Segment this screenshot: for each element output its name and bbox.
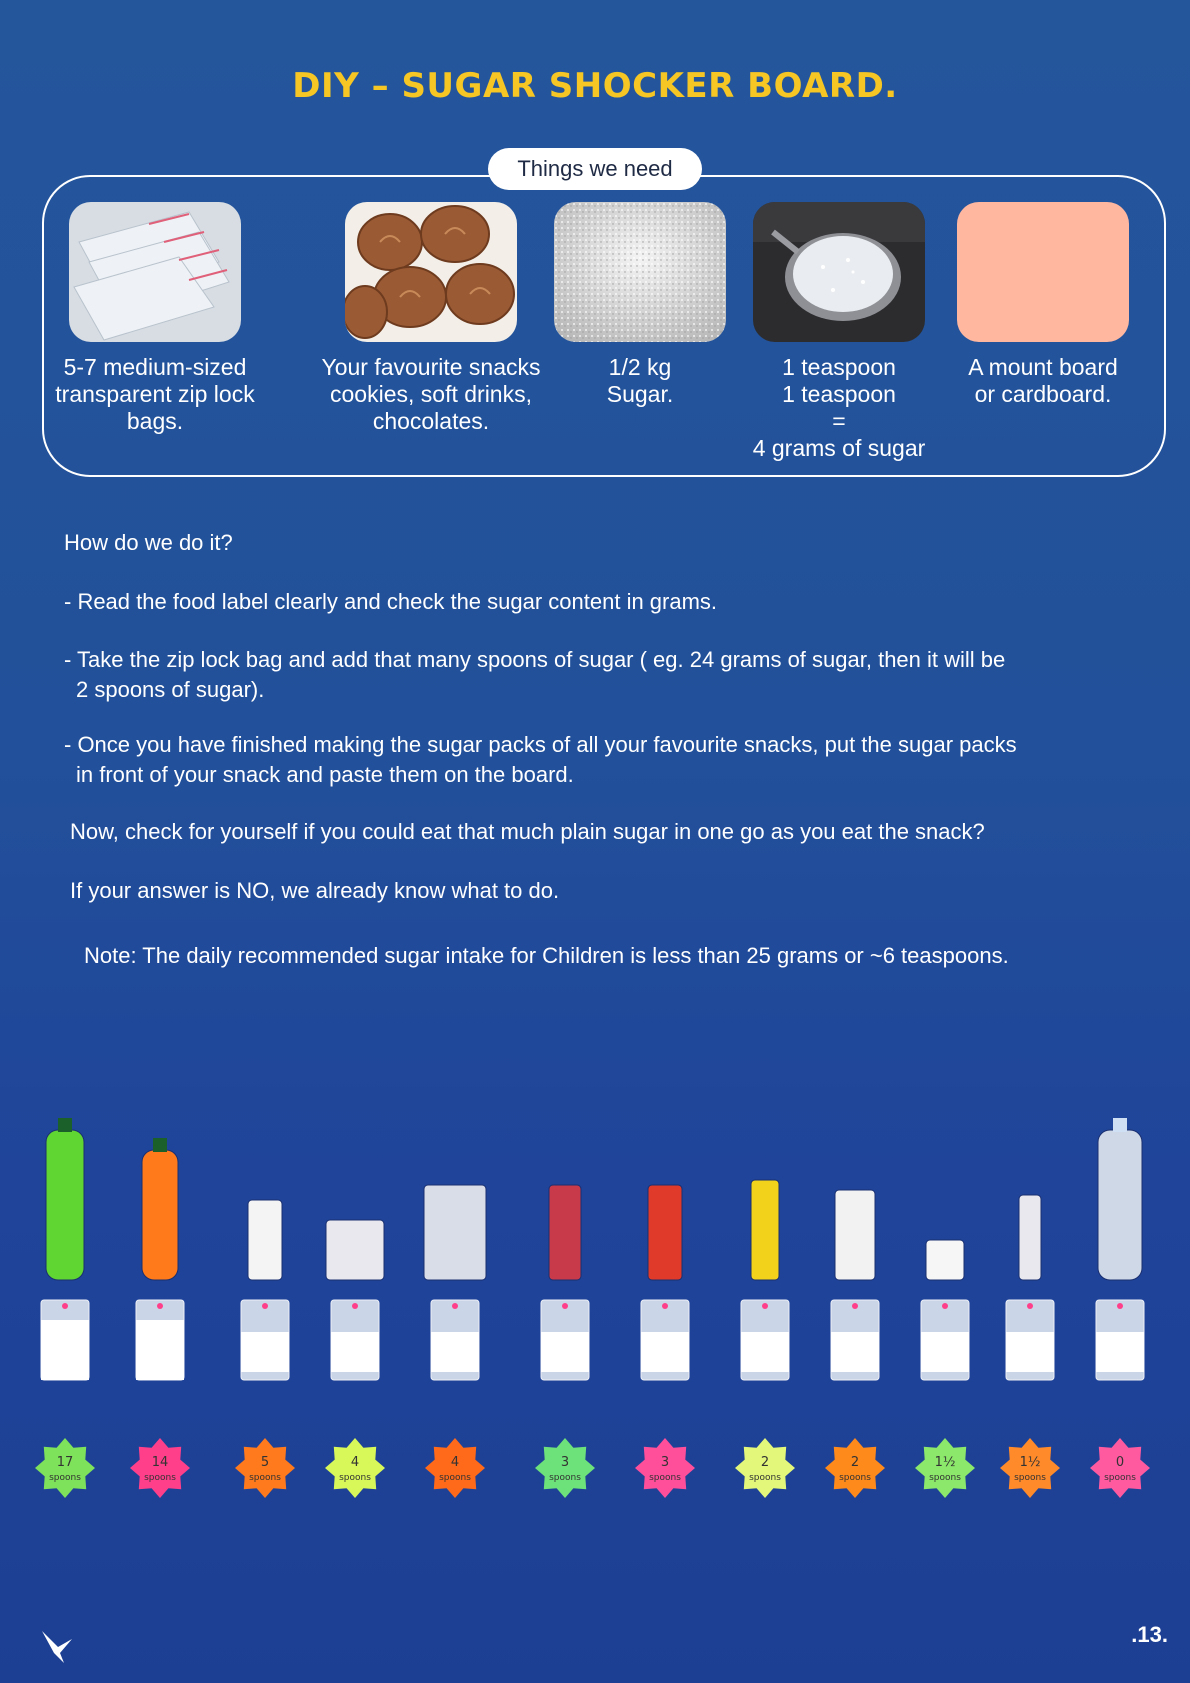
- sugar-shocker-board-photo: [0, 1080, 1190, 1520]
- star-count: 1½: [1019, 1455, 1041, 1470]
- things-we-need-heading: Things we need: [488, 148, 702, 190]
- star-unit: spoons: [1014, 1473, 1046, 1483]
- sugar-bag: [1096, 1300, 1144, 1380]
- star-unit: spoons: [49, 1473, 81, 1483]
- star-count: 3: [560, 1455, 570, 1470]
- check-text: Now, check for yourself if you could eat that much plain sugar in one go as you eat the snack?: [70, 819, 985, 844]
- answer-text: If your answer is NO, we already know what to do.: [70, 878, 560, 903]
- caption-line: cookies, soft drinks,: [330, 381, 532, 407]
- bird-logo-icon: [38, 1625, 78, 1665]
- step-3-line: - Once you have finished making the sugar packs of all your favourite snacks, put the sugar packs: [64, 732, 1017, 757]
- snack-item: [751, 1180, 779, 1280]
- snack-item: [926, 1240, 964, 1280]
- snack-item: [248, 1200, 282, 1280]
- sugar-photo: [554, 202, 726, 342]
- sugar-bag: [831, 1300, 879, 1380]
- caption-line: =: [832, 408, 846, 434]
- star-unit: spoons: [839, 1473, 871, 1483]
- star-unit: spoons: [749, 1473, 781, 1483]
- sugar-bag: [921, 1300, 969, 1380]
- sugar-bag: [136, 1300, 184, 1380]
- cookies-photo: [345, 202, 517, 342]
- sugar-bag: [41, 1300, 89, 1380]
- step-1: - Read the food label clearly and check the sugar content in grams.: [64, 589, 718, 614]
- sugar-bag: [241, 1300, 289, 1380]
- teaspoon-sugar-photo: [753, 202, 925, 342]
- star-unit: spoons: [549, 1473, 581, 1483]
- star-unit: spoons: [339, 1473, 371, 1483]
- mount-board-swatch: [957, 202, 1129, 342]
- page-title: DIY – SUGAR SHOCKER BOARD.: [292, 66, 898, 106]
- snack-item: [1098, 1118, 1142, 1280]
- star-count: 4: [350, 1455, 360, 1470]
- sugar-bag: [541, 1300, 589, 1380]
- need-item-snacks: [311, 202, 551, 435]
- caption-line: bags.: [126, 408, 184, 434]
- sugar-bag: [431, 1300, 479, 1380]
- star-unit: spoons: [649, 1473, 681, 1483]
- star-count: 1½: [934, 1455, 956, 1470]
- page-number: .13.: [1131, 1622, 1168, 1647]
- star-count: 4: [450, 1455, 460, 1470]
- star-unit: spoons: [439, 1473, 471, 1483]
- star-count: 14: [151, 1455, 169, 1470]
- star-count: 2: [850, 1455, 860, 1470]
- star-count: 17: [56, 1455, 74, 1470]
- snack-item: [835, 1190, 875, 1280]
- snack-item: [1019, 1195, 1041, 1280]
- caption-line: 4 grams of sugar: [752, 435, 926, 461]
- need-item-zip-lock-bags: [35, 202, 275, 435]
- star-count: 5: [260, 1455, 270, 1470]
- zip-lock-bags-photo: [69, 202, 241, 342]
- note-text: Note: The daily recommended sugar intake for Children is less than 25 grams or ~6 teaspoons.: [84, 943, 1009, 968]
- snack-item: [326, 1220, 384, 1280]
- sugar-bag: [741, 1300, 789, 1380]
- star-unit: spoons: [929, 1473, 961, 1483]
- snack-item: [549, 1185, 581, 1280]
- step-2-line: - Take the zip lock bag and add that many spoons of sugar ( eg. 24 grams of sugar, then it will be: [64, 647, 1006, 672]
- star-unit: spoons: [249, 1473, 281, 1483]
- snack-item: [46, 1118, 84, 1280]
- snack-item: [424, 1185, 486, 1280]
- caption-line: transparent zip lock: [55, 381, 255, 407]
- snack-item: [142, 1138, 178, 1280]
- step-3-line: in front of your snack and paste them on the board.: [76, 762, 574, 787]
- caption-line: 1/2 kg: [608, 354, 672, 380]
- caption-line: or cardboard.: [974, 381, 1112, 407]
- star-unit: spoons: [144, 1473, 176, 1483]
- star-unit: spoons: [1104, 1473, 1136, 1483]
- sugar-bag: [1006, 1300, 1054, 1380]
- sugar-bag: [331, 1300, 379, 1380]
- star-count: 3: [660, 1455, 670, 1470]
- step-2: [64, 645, 1005, 705]
- snack-item: [648, 1185, 682, 1280]
- star-count: 2: [760, 1455, 770, 1470]
- caption-line: Your favourite snacks: [321, 354, 541, 380]
- sugar-bag: [641, 1300, 689, 1380]
- step-3: [64, 730, 1017, 790]
- steps-heading: How do we do it?: [64, 530, 233, 555]
- need-item-mount-board: [923, 202, 1163, 408]
- caption-line: chocolates.: [372, 408, 490, 434]
- star-count: 0: [1115, 1455, 1125, 1470]
- caption-line: 1 teaspoon: [782, 381, 896, 407]
- step-2-line: 2 spoons of sugar).: [76, 677, 265, 702]
- caption-line: A mount board: [968, 354, 1118, 380]
- caption-line: Sugar.: [606, 381, 674, 407]
- caption-line: 1 teaspoon: [782, 354, 896, 380]
- caption-line: 5-7 medium-sized: [63, 354, 247, 380]
